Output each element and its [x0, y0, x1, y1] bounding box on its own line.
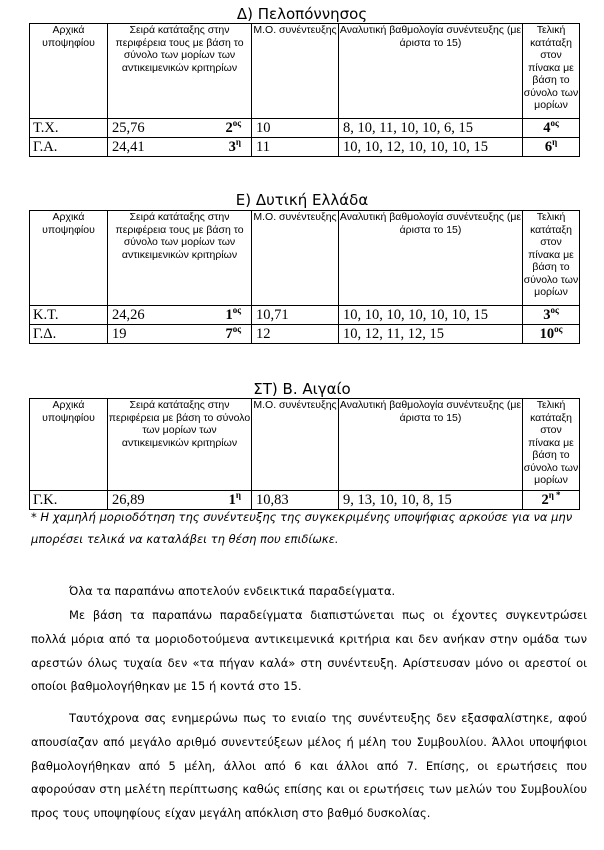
regional-rank-cell [108, 138, 252, 157]
header-regional-rank: Σειρά κατάταξης στην περιφέρεια τους με βάση το σύνολο των μορίων των αντικειμενικών κριτηρίων [108, 211, 252, 306]
interview-avg-cell: 10 [252, 119, 339, 138]
header-row [30, 399, 580, 491]
total-points: 24,26 [112, 307, 145, 323]
rank-value: $7^{o\varsigma}$ [225, 324, 241, 342]
initials-cell: Τ.Χ. [30, 119, 108, 138]
header-initials: Αρχικά υποψηφίου [30, 399, 108, 491]
regional-rank-cell [108, 119, 252, 138]
total-points: 24,41 [112, 139, 145, 155]
regional-rank-cell [108, 325, 252, 344]
final-rank-cell: $10^{o\varsigma}$ [523, 325, 580, 344]
results-table-western-greece [29, 210, 580, 344]
section-title-western-greece: Ε) Δυτική Ελλάδα [235, 191, 369, 209]
rank-value: $1^{o\varsigma}$ [225, 305, 241, 323]
scores-cell: 10, 12, 11, 12, 15 [339, 325, 523, 344]
initials-cell: Γ.Κ. [30, 491, 108, 510]
interview-avg-cell: 10,83 [252, 491, 339, 510]
header-interview-avg: Μ.Ο. συνέντευξης [252, 399, 339, 491]
paragraph-2: Με βάση τα παραπάνω παραδείγματα διαπιστώνεται πως οι έχοντες συγκεντρώσει πολλά μόρια από τα μοριοδοτούμενα αντικειμενικά κριτήρια και δεν ανήκαν στην ομάδα των αρεστών όλως τυχαία δεν «τα πήγαν καλά» στη συνέντευξη. Αρίστευσαν μόνο οι αρεστοί οι οποίοι βαθμολογήθηκαν με 15 ή κοντά στο 15. [31, 608, 587, 694]
results-table-peloponnese [29, 23, 580, 157]
interview-avg-cell: 12 [252, 325, 339, 344]
final-rank-cell: $4^{o\varsigma}$ [523, 119, 580, 138]
final-rank-cell: $6^\eta$ [523, 138, 580, 157]
scores-cell: 9, 13, 10, 10, 8, 15 [339, 491, 523, 510]
rank-value: $3^\eta$ [228, 137, 241, 155]
total-points: 26,89 [112, 492, 145, 508]
header-final-rank: Τελική κατάταξη στον πίνακα με βάση το σύνολο των μορίων [523, 399, 580, 491]
header-row [30, 24, 580, 119]
scores-cell: 10, 10, 10, 10, 10, 10, 15 [339, 306, 523, 325]
header-final-rank: Τελική κατάταξη στον πίνακα με βάση το σύνολο των μορίων [523, 211, 580, 306]
paragraph-3: Ταυτόχρονα σας ενημερώνω πως το ενιαίο της συνέντευξης δεν εξασφαλίστηκε, αφού απουσίαζαν από μεγάλο αριθμό συνεντεύξεων μέλος ή μέλη του Συμβουλίου. Άλλοι υποψήφιοι βαθμολογήθηκαν από 5 μέλη, άλλοι από 6 και άλλοι από 7. Επίσης, οι ερωτήσεις που αφορούσαν στη μελέτη περίπτωσης καθώς επίσης και οι ερωτήσεις των μελών του Συμβουλίου προς τους υποψηφίους είχαν μεγάλη απόκλιση στο βαθμό δυσκολίας. [31, 711, 587, 821]
header-initials: Αρχικά υποψηφίου [30, 211, 108, 306]
initials-cell: Γ.Δ. [30, 325, 108, 344]
header-score-breakdown: Αναλυτική βαθμολογία συνέντευξης (με άριστα το 15) [339, 24, 523, 119]
initials-cell: Γ.Α. [30, 138, 108, 157]
header-initials: Αρχικά υποψηφίου [30, 24, 108, 119]
results-table-north-aegean [29, 398, 580, 510]
table-row [30, 306, 580, 325]
paragraph-1: Όλα τα παραπάνω αποτελούν ενδεικτικά παραδείγματα. [69, 584, 396, 598]
interview-avg-cell: 11 [252, 138, 339, 157]
header-final-rank: Τελική κατάταξη στον πίνακα με βάση το σύνολο των μορίων [523, 24, 580, 119]
initials-cell: Κ.Τ. [30, 306, 108, 325]
final-rank-cell: $3^{o\varsigma}$ [523, 306, 580, 325]
total-points: 19 [112, 326, 127, 342]
header-score-breakdown: Αναλυτική βαθμολογία συνέντευξης (με άριστα το 15) [339, 399, 523, 491]
final-rank-cell: $2^{\eta *}$ [523, 491, 580, 510]
header-score-breakdown: Αναλυτική βαθμολογία συνέντευξης (με άριστα το 15) [339, 211, 523, 306]
header-row [30, 211, 580, 306]
scores-cell: 8, 10, 11, 10, 10, 6, 15 [339, 119, 523, 138]
regional-rank-cell [108, 306, 252, 325]
table-row [30, 325, 580, 344]
rank-value: $2^{o\varsigma}$ [225, 118, 241, 136]
table-row [30, 138, 580, 157]
header-interview-avg: Μ.Ο. συνέντευξης [252, 211, 339, 306]
interview-avg-cell: 10,71 [252, 306, 339, 325]
table-row [30, 119, 580, 138]
header-interview-avg: Μ.Ο. συνέντευξης [252, 24, 339, 119]
scores-cell: 10, 10, 12, 10, 10, 10, 15 [339, 138, 523, 157]
header-regional-rank: Σειρά κατάταξης στην περιφέρεια με βάση το σύνολο των μορίων των αντικειμενικών κριτηρίων [108, 399, 252, 491]
footnote: * Η χαμηλή μοριοδότηση της συνέντευξης της συγκεκριμένης υποψήφιας αρκούσε για να μην μπορέσει τελικά να καταλάβει τη θέση που επιδίωκε. [31, 510, 573, 546]
rank-value: $1^\eta$ [228, 490, 241, 508]
header-regional-rank: Σειρά κατάταξης στην περιφέρεια τους με βάση το σύνολο των μορίων των αντικειμενικών κριτηρίων [108, 24, 252, 119]
section-title-peloponnese: Δ) Πελοπόννησος [236, 5, 368, 23]
total-points: 25,76 [112, 120, 145, 136]
section-title-north-aegean: ΣΤ) Β. Αιγαίο [253, 380, 351, 398]
